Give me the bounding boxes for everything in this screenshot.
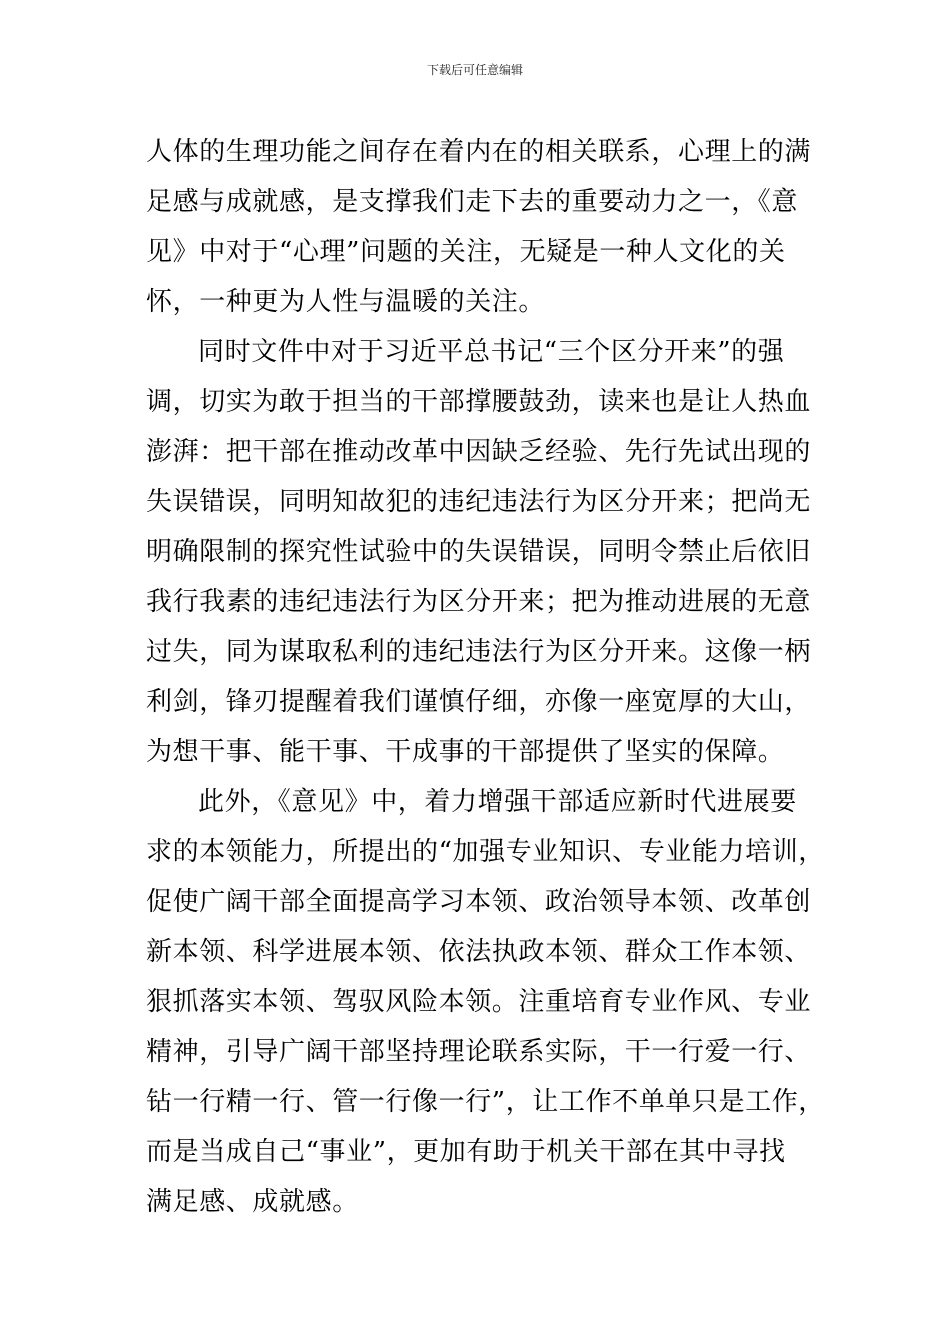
text-line: 满足感、成就感。 xyxy=(146,1187,359,1217)
paragraph-first-line: 此外，《意见》中，着力增强干部适应新时代进展要 xyxy=(198,787,797,817)
text-line: 而是当成自己“事业”，更加有助于机关干部在其中寻找 xyxy=(146,1137,786,1167)
text-line: 见》中对于“心理”问题的关注，无疑是一种人文化的关 xyxy=(146,237,786,267)
text-line: 我行我素的违纪违法行为区分开来；把为推动进展的无意 xyxy=(146,587,812,617)
text-line: 人体的生理功能之间存在着内在的相关联系，心理上的满 xyxy=(146,137,812,167)
text-line: 狠抓落实本领、驾驭风险本领。注重培育专业作风、专业 xyxy=(146,987,812,1017)
text-line: 利剑，锋刃提醒着我们谨慎仔细，亦像一座宽厚的大山， xyxy=(146,687,812,717)
text-line: 失误错误，同明知故犯的违纪违法行为区分开来；把尚无 xyxy=(146,487,812,517)
text-line: 足感与成就感，是支撑我们走下去的重要动力之一，《意 xyxy=(146,187,799,217)
text-line: 促使广阔干部全面提高学习本领、政治领导本领、改革创 xyxy=(146,887,812,917)
text-line: 新本领、科学进展本领、依法执政本领、群众工作本领、 xyxy=(146,937,812,967)
text-line: 澎湃：把干部在推动改革中因缺乏经验、先行先试出现的 xyxy=(146,437,812,467)
text-line: 为想干事、能干事、干成事的干部提供了坚实的保障。 xyxy=(146,737,785,767)
text-line: 怀，一种更为人性与温暖的关注。 xyxy=(146,287,546,317)
text-line: 精神，引导广阔干部坚持理论联系实际，干一行爱一行、 xyxy=(146,1037,812,1067)
text-line: 求的本领能力，所提出的“加强专业知识、专业能力培训， xyxy=(146,837,825,867)
paragraph-first-line: 同时文件中对于习近平总书记“三个区分开来”的强 xyxy=(198,337,785,367)
text-line: 明确限制的探究性试验中的失误错误，同明令禁止后依旧 xyxy=(146,537,812,567)
page-header: 下载后可任意编辑 xyxy=(426,63,523,77)
text-line: 过失，同为谋取私利的违纪违法行为区分开来。这像一柄 xyxy=(146,637,812,667)
text-line: 钻一行精一行、管一行像一行”，让工作不单单只是工作， xyxy=(146,1087,825,1117)
text-line: 调，切实为敢于担当的干部撑腰鼓劲，读来也是让人热血 xyxy=(146,387,812,417)
